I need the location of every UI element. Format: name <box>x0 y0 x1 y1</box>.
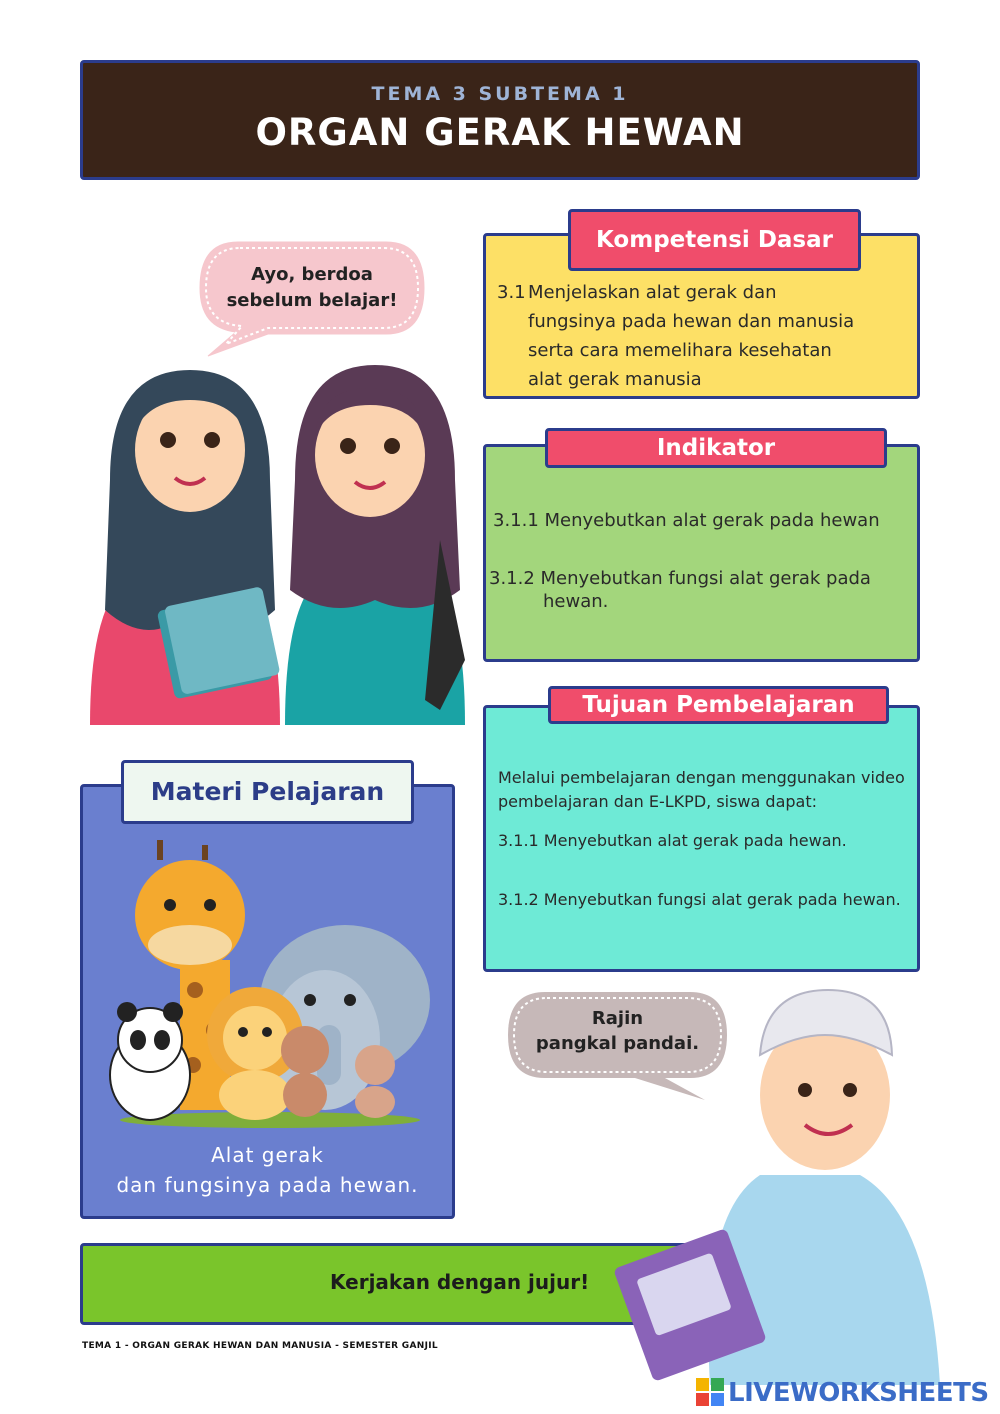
tujuan-pembelajaran-label: Tujuan Pembelajaran <box>548 686 889 724</box>
indikator-item-1: 3.1.1 Menyebutkan alat gerak pada hewan <box>493 510 880 531</box>
tujuan-intro-line1: Melalui pembelajaran dengan menggunakan video <box>498 768 905 787</box>
liveworksheets-logo-icon <box>696 1378 724 1408</box>
tujuan-intro-line2: pembelajaran dan E-LKPD, siswa dapat: <box>498 792 817 811</box>
materi-caption-line2: dan fungsinya pada hewan. <box>116 1173 419 1197</box>
animals-illustration <box>105 840 435 1130</box>
tujuan-item-2: 3.1.2 Menyebutkan fungsi alat gerak pada hewan. <box>498 890 901 909</box>
watermark-text: LIVEWORKSHEETS <box>728 1378 989 1408</box>
header-banner <box>80 60 920 180</box>
page-title: ORGAN GERAK HEWAN <box>255 111 745 154</box>
tujuan-intro <box>498 766 918 814</box>
kompetensi-text <box>528 278 908 394</box>
materi-pelajaran-label: Materi Pelajaran <box>121 760 414 824</box>
tujuan-item-1: 3.1.1 Menyebutkan alat gerak pada hewan. <box>498 831 847 850</box>
kompetensi-line: Menjelaskan alat gerak dan <box>528 282 777 303</box>
kompetensi-number: 3.1 <box>497 282 526 303</box>
materi-caption-line1: Alat gerak <box>211 1143 324 1167</box>
students-illustration <box>80 360 470 730</box>
indikator-box <box>483 444 920 662</box>
watermark <box>696 1378 996 1408</box>
footer-note: TEMA 1 - ORGAN GERAK HEWAN DAN MANUSIA - SEMESTER GANJIL <box>82 1341 438 1351</box>
speech-bubble-pray <box>198 240 426 340</box>
bubble-bottom-line2: pangkal pandai. <box>535 1033 700 1054</box>
boy-illustration <box>600 985 960 1385</box>
kompetensi-line: alat gerak manusia <box>528 369 702 390</box>
kompetensi-dasar-label: Kompetensi Dasar <box>568 209 861 271</box>
header-subtitle: TEMA 3 SUBTEMA 1 <box>371 83 629 105</box>
footer-call: Kerjakan dengan jujur! <box>330 1270 590 1294</box>
indikator-item-2-cont: hewan. <box>543 591 609 612</box>
indikator-item-2: 3.1.2 Menyebutkan fungsi alat gerak pada <box>489 568 871 589</box>
indikator-label: Indikator <box>545 428 887 468</box>
materi-caption <box>80 1140 455 1200</box>
kompetensi-line: fungsinya pada hewan dan manusia <box>528 311 855 332</box>
bubble-bottom-line1: Rajin <box>591 1008 644 1029</box>
bubble-top-line1: Ayo, berdoa <box>251 264 373 285</box>
bubble-top-line2: sebelum belajar! <box>226 290 398 311</box>
kompetensi-line: serta cara memelihara kesehatan <box>528 340 832 361</box>
